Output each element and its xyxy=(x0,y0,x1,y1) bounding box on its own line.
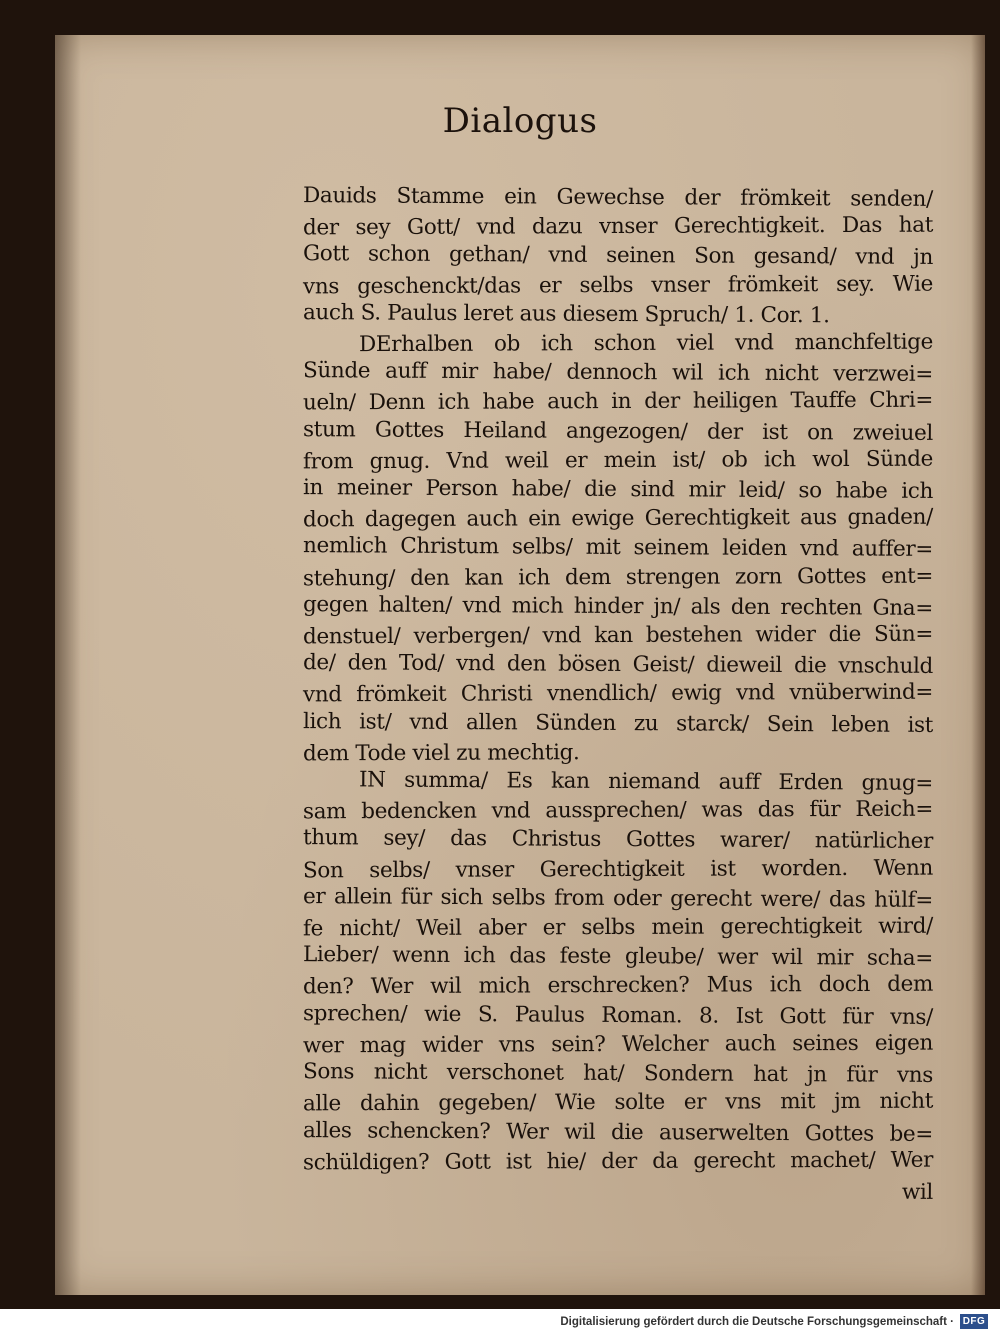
text-line: auch S. Paulus leret aus diesem Spruch/ 1. Cor. 1. xyxy=(302,299,830,329)
running-head: Dialogus xyxy=(442,101,598,141)
text-line: Sünde auff mir habe/ dennoch wil ich nicht verzwei= xyxy=(302,358,934,388)
text-line: fe nicht/ Weil aber er selbs mein gerechtigkeit wird/ xyxy=(302,913,934,942)
text-line: sprechen/ wie S. Paulus Roman. 8. Ist Gott für vns/ xyxy=(302,1000,934,1030)
text-line: ueln/ Denn ich habe auch in der heiligen Tauffe Chri= xyxy=(302,388,934,416)
text-line: stum Gottes Heiland angezogen/ der ist on zweiuel xyxy=(302,416,934,446)
text-line: stehung/ den kan ich dem strengen zorn Gottes ent= xyxy=(302,563,934,592)
text-line: Lieber/ wenn ich das feste gleube/ wer wil mir scha= xyxy=(302,942,934,972)
text-line: vns geschenckt/das er selbs vnser frömkeit sey. Wie xyxy=(302,271,934,299)
text-line: de/ den Tod/ vnd den bösen Geist/ dieweil die vnschuld xyxy=(302,650,934,680)
text-line: Gott schon gethan/ vnd seinen Son gesand/ vnd jn xyxy=(302,241,934,271)
text-line: gegen halten/ vnd mich hinder jn/ als den rechten Gna= xyxy=(302,591,934,621)
text-line: vnd frömkeit Christi vnendlich/ ewig vnd vnüberwind= xyxy=(302,680,934,708)
text-line: Dauids Stamme ein Gewechse der frömkeit senden/ xyxy=(302,183,934,212)
book-page xyxy=(55,35,985,1295)
text-line: wer mag wider vns sein? Welcher auch seines eigen xyxy=(302,1030,934,1059)
catchword: wil xyxy=(901,1179,934,1205)
text-line: thum sey/ das Christus Gottes warer/ natürlicher xyxy=(302,825,934,855)
text-line: dem Tode viel zu mechtig. xyxy=(302,740,580,767)
spine-shadow xyxy=(55,35,81,1295)
text-line: der sey Gott/ vnd dazu vnser Gerechtigkeit. Das hat xyxy=(302,212,934,241)
text-line: denstuel/ verbergen/ vnd kan bestehen wider die Sün= xyxy=(302,621,934,650)
text-line: schüldigen? Gott ist hie/ der da gerecht machet/ Wer xyxy=(302,1147,934,1176)
text-line: alle dahin gegeben/ Wie solte er vns mit jm nicht xyxy=(302,1088,934,1117)
funding-credit: Digitalisierung gefördert durch die Deutsche Forschungsgemeinschaft · xyxy=(560,1316,954,1328)
text-line: sam bedencken vnd aussprechen/ was das für Reich= xyxy=(302,796,934,825)
text-line: nemlich Christum selbs/ mit seinem leiden vnd auffer= xyxy=(302,533,934,563)
footer-bar xyxy=(0,1309,1000,1333)
text-line: DErhalben ob ich schon viel vnd manchfeltige xyxy=(358,329,934,358)
text-line: er allein für sich selbs from oder gerecht were/ das hülf= xyxy=(302,883,934,913)
text-line: den? Wer wil mich erschrecken? Mus ich doch dem xyxy=(302,972,934,1000)
text-line: doch dagegen auch ein ewige Gerechtigkeit aus gnaden/ xyxy=(302,504,934,533)
text-line: IN summa/ Es kan niemand auff Erden gnug= xyxy=(358,767,934,796)
body-text xyxy=(303,183,933,1205)
text-line: Sons nicht verschonet hat/ Sondern hat jn für vns xyxy=(302,1059,934,1089)
text-line: lich ist/ vnd allen Sünden zu starck/ Sein leben ist xyxy=(302,708,934,738)
text-line: Son selbs/ vnser Gerechtigkeit ist worden. Wenn xyxy=(302,855,934,884)
text-line: from gnug. Vnd weil er mein ist/ ob ich wol Sünde xyxy=(302,446,934,475)
text-line: alles schencken? Wer wil die auserwelten Gottes be= xyxy=(302,1117,934,1147)
page-edge xyxy=(971,35,985,1295)
text-line: in meiner Person habe/ die sind mir leid/ so habe ich xyxy=(302,475,934,504)
dfg-logo: DFG xyxy=(960,1314,988,1329)
